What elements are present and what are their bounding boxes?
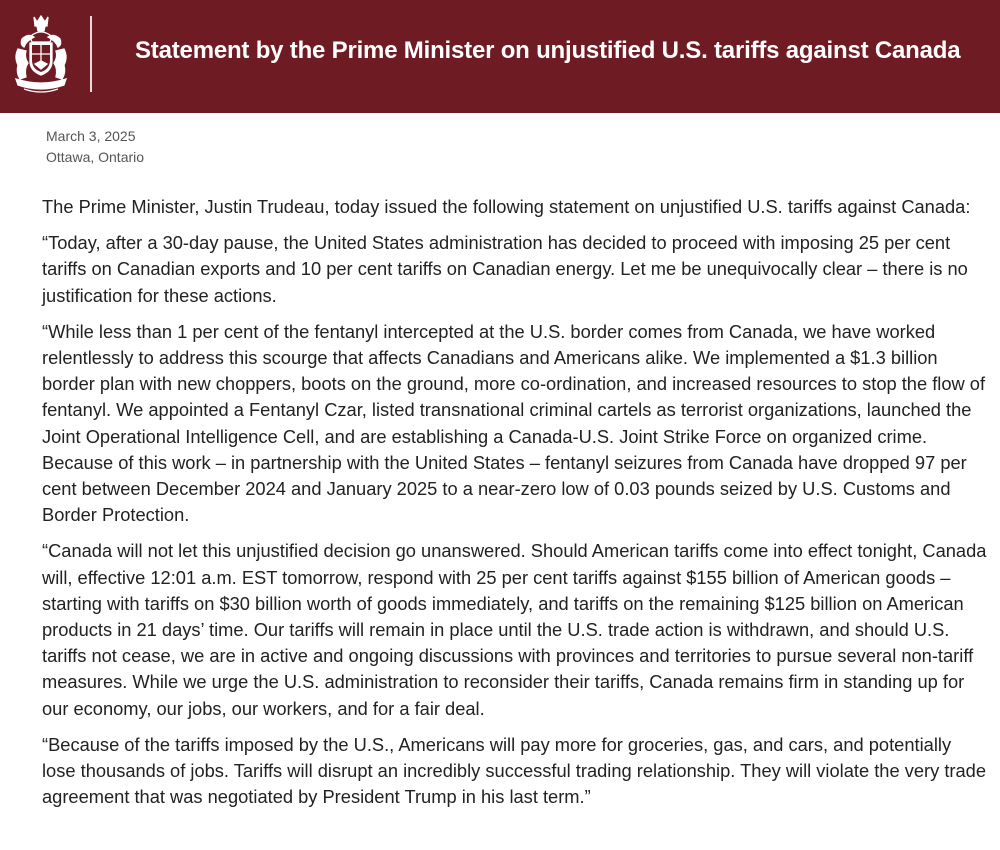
statement-location: Ottawa, Ontario — [46, 149, 145, 165]
paragraph: “Canada will not let this unjustified decision go unanswered. Should American tariffs come into effect tonight, Canada will, effective 12:01 a.m. EST tomorrow, respond with 25 per cent tariffs against $155 billion of American goods – starting with tariffs on $30 billion worth of goods immediately, and tariffs on the remaining $125 billion on American products in 21 days’ time. Our tariffs will remain in place until the U.S. trade action is withdrawn, and should U.S. tariffs not cease, we are in active and ongoing discussions with provinces and territories to pursue several non-tariff measures. While we urge the U.S. administration to reconsider their tariffs, Canada remains firm in standing up for our economy, our jobs, our workers, and for a fair deal. — [42, 540, 987, 719]
header-divider — [90, 16, 92, 92]
statement-body — [42, 194, 987, 820]
statement-date: March 3, 2025 — [46, 128, 136, 144]
page-title: Statement by the Prime Minister on unjustified U.S. tariffs against Canada — [135, 37, 961, 64]
royal-arms-of-canada-icon — [10, 13, 72, 95]
paragraph: “While less than 1 per cent of the fentanyl intercepted at the U.S. border comes from Canada, we have worked relentlessly to address this scourge that affects Canadians and Americans alike. We implemented a $1.3 billion border plan with new choppers, boots on the ground, more co-ordination, and increased resources to stop the flow of fentanyl. We appointed a Fentanyl Czar, listed transnational criminal cartels as terrorist organizations, launched the Joint Operational Intelligence Cell, and are establishing a Canada-U.S. Joint Strike Force on organized crime. Because of this work – in partnership with the United States – fentanyl seizures from Canada have dropped 97 per cent between December 2024 and January 2025 to a near-zero low of 0.03 pounds seized by U.S. Customs and Border Protection. — [42, 320, 986, 526]
page-header — [0, 0, 1000, 113]
paragraph: “Because of the tariffs imposed by the U.S., Americans will pay more for groceries, gas, and cars, and potentially lose thousands of jobs. Tariffs will disrupt an incredibly successful trading relationship. They will violate the very trade agreement that was negotiated by President Trump in his last term.” — [42, 733, 986, 808]
paragraph: “Today, after a 30-day pause, the United States administration has decided to proceed with imposing 25 per cent tariffs on Canadian exports and 10 per cent tariffs on Canadian energy. Let me be unequivocally clear – there is no justification for these actions. — [42, 232, 968, 306]
paragraph-intro: The Prime Minister, Justin Trudeau, today issued the following statement on unjustified U.S. tariffs against Canada: — [42, 196, 971, 217]
statement-meta — [46, 126, 144, 168]
